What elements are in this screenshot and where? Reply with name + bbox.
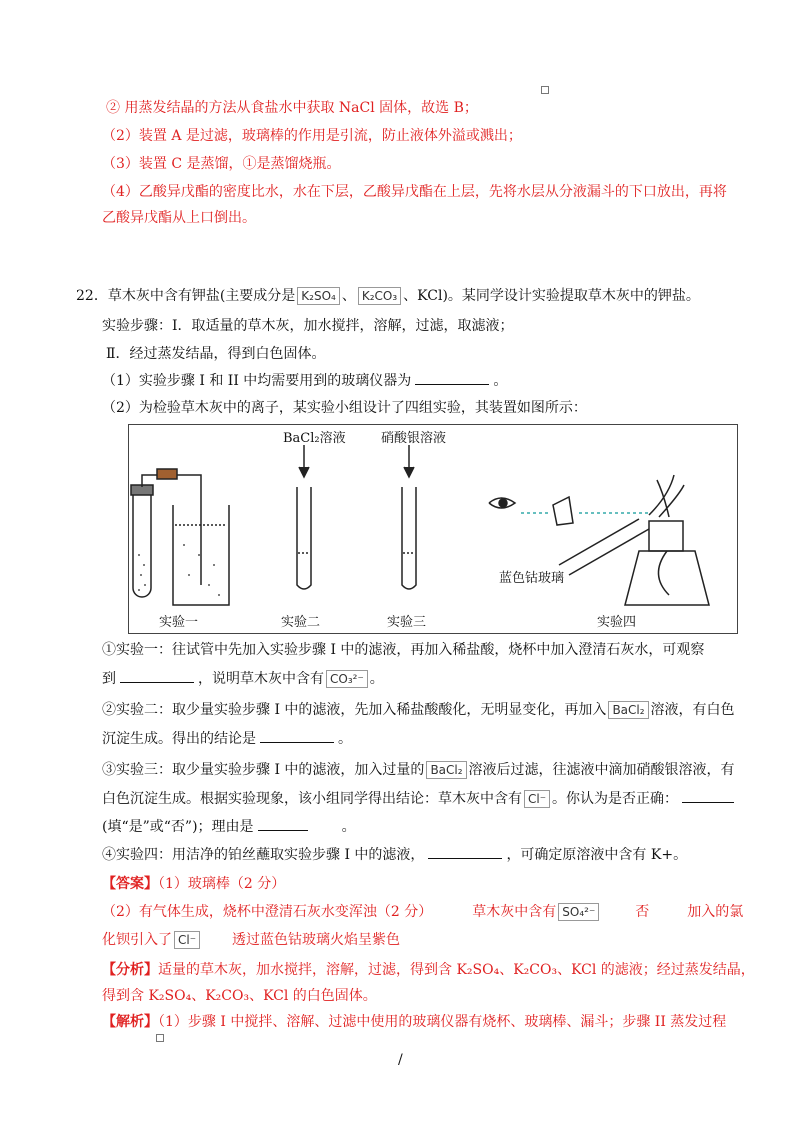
bacl2-label: BaCl₂溶液 <box>283 431 346 446</box>
answer-prev-item-b: （3）装置 C 是蒸馏，①是蒸馏烧瓶。 <box>102 156 341 172</box>
answer-line1 <box>102 874 285 894</box>
analysis-line2: 得到含 K₂SO₄、K₂CO₃、KCl 的白色固体。 <box>102 988 377 1004</box>
exp2-line1 <box>102 700 735 720</box>
exp3-line2 <box>102 788 738 809</box>
exp4-b: ，可确定原溶液中含有 K+。 <box>506 847 688 863</box>
exp1-c: ，说明草木灰中含有 <box>198 671 324 687</box>
separator: 、 <box>341 288 356 304</box>
analysis-text1: 适量的草木灰，加水搅拌，溶解，过滤，得到含 K₂SO₄、K₂CO₃、KCl 的滤液；经过蒸发结晶， <box>158 962 755 978</box>
exp3-c: 白色沉淀生成。根据实验现象，该小组同学得出结论：草木灰中含有 <box>102 791 522 807</box>
exp1-line1: ①实验一：往试管中先加入实验步骤 I 中的滤液，再加入稀盐酸，烧杯中加入澄清石灰水，可观察 <box>102 642 705 658</box>
q1-end: 。 <box>493 373 508 389</box>
q22-step1: 实验步骤：I．取适量的草木灰，加水搅拌，溶解，过滤，取滤液； <box>102 318 514 334</box>
caption-exp1: 实验一 <box>159 615 199 630</box>
exp3-a: ③实验三：取少量实验步骤 I 中的滤液，加入过量的 <box>102 762 425 778</box>
explanation-line1 <box>102 1012 726 1032</box>
answer-a2-d: 加入的氯 <box>687 904 744 920</box>
exp4-a: ④实验四：用洁净的铂丝蘸取实验步骤 I 中的滤液， <box>102 847 425 863</box>
exp3-line1 <box>102 760 735 780</box>
explanation-tag: 【解析】 <box>102 1014 158 1030</box>
exp2-line2 <box>102 728 352 749</box>
formula-k2co3: K₂CO₃ <box>358 287 401 305</box>
exp3-b: 溶液后过滤，往滤液中滴加硝酸银溶液，有 <box>468 762 735 778</box>
exp1-b: 到 <box>102 671 116 687</box>
answer-blank[interactable] <box>260 728 334 743</box>
answer-a3-a: 化钡引入了 <box>102 932 172 948</box>
exp2-b: 溶液，有白色 <box>650 702 735 718</box>
answer-blank[interactable] <box>120 668 194 683</box>
experiment3-apparatus <box>402 445 416 589</box>
marker-square <box>541 86 549 94</box>
explanation-text: （1）步骤 I 中搅拌、溶解、过滤中使用的玻璃仪器有烧杯、玻璃棒、漏斗；步骤 II 蒸发过程 <box>158 1014 727 1030</box>
answer-line3 <box>102 930 400 950</box>
q22-intro-a: 22．草木灰中含有钾盐(主要成分是 <box>76 288 296 304</box>
answer-blank[interactable] <box>682 788 734 803</box>
formula-co3: CO₃²⁻ <box>326 670 368 688</box>
formula-bacl2-b: BaCl₂ <box>426 761 466 779</box>
answer-prev-item-c1: （4）乙酸异戊酯的密度比水，水在下层，乙酸异戊酯在上层，先将水层从分液漏斗的下口放出，再将 <box>102 184 727 200</box>
exp3-d: 。你认为是否正确： <box>552 791 679 807</box>
experiment-figure <box>128 424 738 634</box>
exp3-line3 <box>102 816 356 837</box>
exp2-a: ②实验二：取少量实验步骤 I 中的滤液，先加入稀盐酸酸化，无明显变化，再加入 <box>102 702 607 718</box>
page-mark: / <box>398 1052 403 1068</box>
exp2-d: 。 <box>338 731 352 747</box>
exp3-f: 。 <box>341 819 356 835</box>
answer-text1: （1）玻璃棒（2 分） <box>158 876 286 892</box>
answer-prev-item-a: （2）装置 A 是过滤，玻璃棒的作用是引流，防止液体外溢或溅出； <box>102 128 522 144</box>
q22-intro-b: 、KCl)。某同学设计实验提取草木灰中的钾盐。 <box>403 288 700 304</box>
q22-q1 <box>102 370 507 391</box>
formula-k2so4: K₂SO₄ <box>297 287 340 305</box>
apparatus-drawing <box>129 425 737 633</box>
formula-cl-2: Cl⁻ <box>174 931 200 949</box>
exp1-line2 <box>102 668 384 689</box>
answer-a3-b: 透过蓝色钴玻璃火焰呈紫色 <box>232 932 401 948</box>
q22-step2: Ⅱ．经过蒸发结晶，得到白色固体。 <box>106 346 326 362</box>
answer-a2-c: 否 <box>635 904 650 920</box>
exp1-d: 。 <box>369 671 384 687</box>
exp4-line <box>102 844 687 865</box>
formula-bacl2: BaCl₂ <box>608 701 648 719</box>
formula-so4: SO₄²⁻ <box>558 903 599 921</box>
marker-square <box>156 1034 164 1042</box>
answer-blank[interactable] <box>415 370 489 385</box>
caption-exp2: 实验二 <box>281 615 321 630</box>
answer-blank[interactable] <box>258 816 308 831</box>
formula-cl: Cl⁻ <box>524 790 550 808</box>
experiment2-apparatus <box>297 445 311 589</box>
q22-intro <box>76 286 700 306</box>
cobalt-glass-label: 蓝色钴玻璃 <box>499 571 565 586</box>
answer-line2 <box>102 902 743 922</box>
q1-text: （1）实验步骤 I 和 II 中均需要用到的玻璃仪器为 <box>102 373 412 389</box>
exp3-e: (填“是”或“否”)；理由是 <box>102 819 254 835</box>
caption-exp4: 实验四 <box>597 615 637 630</box>
q22-q2: （2）为检验草木灰中的离子，某实验小组设计了四组实验，其装置如图所示： <box>102 400 587 416</box>
exp2-c: 沉淀生成。得出的结论是 <box>102 731 256 747</box>
answer-tag: 【答案】 <box>102 876 158 892</box>
answer-a2-a: （2）有气体生成，烧杯中澄清石灰水变浑浊（2 分） <box>102 904 433 920</box>
answer-a2-b: 草木灰中含有 <box>472 904 557 920</box>
answer-prev-item-c2: 乙酸异戊酯从上口倒出。 <box>102 210 256 226</box>
analysis-tag: 【分析】 <box>102 962 158 978</box>
analysis-line1 <box>102 960 755 980</box>
answer-prev-item2: ② 用蒸发结晶的方法从食盐水中获取 NaCl 固体，故选 B； <box>106 100 478 116</box>
answer-blank[interactable] <box>428 844 502 859</box>
caption-exp3: 实验三 <box>387 615 427 630</box>
agno3-label: 硝酸银溶液 <box>381 431 447 446</box>
